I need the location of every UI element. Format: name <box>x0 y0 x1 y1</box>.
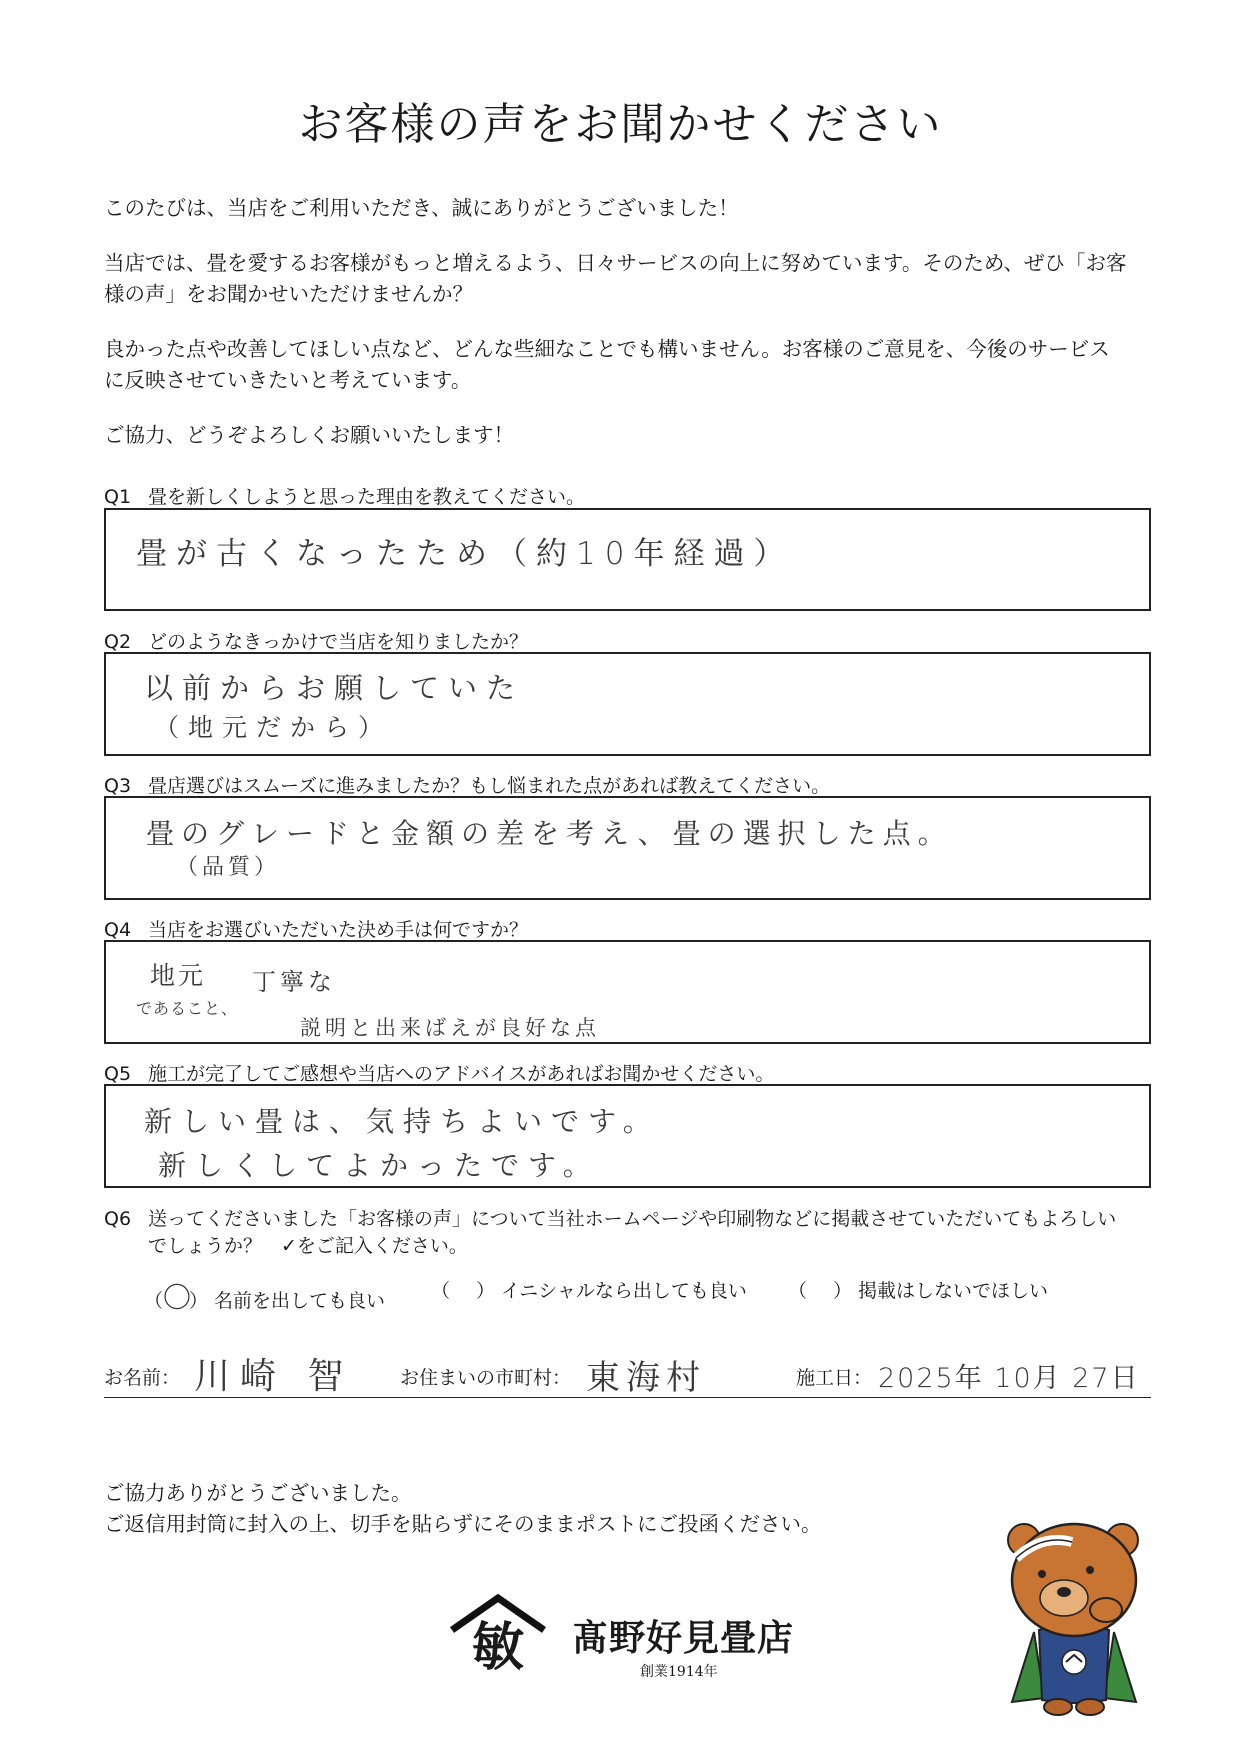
handwritten-answer-q4-detail: 説明と出来ばえが良好な点 <box>300 1016 600 1040</box>
answer-box-q5[interactable] <box>104 1084 1151 1188</box>
handwritten-answer-q4-local: 地元 <box>150 961 207 990</box>
question-1-label: Q1 畳を新しくしようと思った理由を教えてください。 <box>104 486 586 508</box>
closing-thanks: ご協力ありがとうございました。 <box>104 1481 412 1505</box>
handwritten-answer-q5-line2: 新しくしてよかったです。 <box>158 1149 600 1182</box>
question-2-label: Q2 どのようなきっかけで当店を知りましたか？ <box>104 631 529 653</box>
handwritten-answer-q2-line2: （地元だから） <box>154 713 393 742</box>
bear-mascot-icon <box>994 1512 1154 1722</box>
intro-paragraph-4: ご協力、どうぞよろしくお願いいたします！ <box>104 423 514 447</box>
question-6-label: Q6 送ってくださいました「お客様の声」について当社ホームページや印刷物などに掲載させていただいてもよろしい でしょうか？ ✓をご記入ください。 <box>104 1208 1117 1257</box>
answer-box-q3[interactable] <box>104 796 1151 900</box>
handwritten-answer-q5-line1: 新しい畳は、気持ちよいです。 <box>144 1105 660 1138</box>
answer-box-q4[interactable] <box>104 940 1151 1044</box>
question-5-label: Q5 施工が完了してご感想や当店へのアドバイスがあればお聞かせください。 <box>104 1063 775 1085</box>
answer-box-q2[interactable] <box>104 652 1151 756</box>
consent-option-name-ok[interactable]: （〇） 名前を出しても良い <box>144 1276 385 1316</box>
shop-name: 髙野好見畳店 <box>572 1617 795 1659</box>
install-date-label: 施工日： <box>796 1367 873 1389</box>
shop-logo-icon <box>448 1590 548 1685</box>
install-date-value[interactable]: 2025年 10月 27日 <box>878 1363 1140 1394</box>
handwritten-answer-q3-line1: 畳のグレードと金額の差を考え、畳の選択した点。 <box>146 817 953 850</box>
consent-option-initials-ok[interactable]: （ ） イニシャルなら出しても良い <box>431 1280 747 1302</box>
handwritten-answer-q3-annotation: （品質） <box>176 855 281 880</box>
answer-box-q1[interactable] <box>104 508 1151 611</box>
name-field-value[interactable]: 川崎 智 <box>194 1356 354 1397</box>
intro-paragraph-2: 当店では、畳を愛するお客様がもっと増えるよう、日々サービスの向上に努めています。そのため、ぜひ「お客 様の声」をお聞かせいただけませんか？ <box>104 251 1127 306</box>
handwritten-check-mark: 〇 <box>163 1281 192 1314</box>
intro-paragraph-3: 良かった点や改善してほしい点など、どんな些細なことでも構いません。お客様のご意見を、今後のサービス に反映させていきたいと考えています。 <box>104 337 1110 392</box>
city-field-value[interactable]: 東海村 <box>586 1358 706 1398</box>
question-4-label: Q4 当店をお選びいただいた決め手は何ですか？ <box>104 919 529 941</box>
page-title: お客様の声をお聞かせください <box>298 99 943 150</box>
question-3-label: Q3 畳店選びはスムーズに進みましたか？もし悩まれた点があれば教えてください。 <box>104 775 831 797</box>
signature-underline <box>104 1397 1151 1398</box>
city-label: お住まいの市町村： <box>400 1367 572 1389</box>
handwritten-answer-q1: 畳が古くなったため（約10年経過） <box>136 536 794 572</box>
handwritten-answer-q4-local-note: であること、 <box>136 999 239 1018</box>
name-label: お名前： <box>104 1367 181 1389</box>
closing-instructions: ご返信用封筒に封入の上、切手を貼らずにそのままポストにご投函ください。 <box>104 1512 822 1536</box>
consent-option-no-publish[interactable]: （ ） 掲載はしないでほしい <box>788 1280 1049 1302</box>
intro-paragraph-1: このたびは、当店をご利用いただき、誠にありがとうございました！ <box>104 196 739 220</box>
shop-established: 創業1914年 <box>640 1664 718 1680</box>
handwritten-answer-q4-polite: 丁寧な <box>252 968 336 996</box>
logo-character: 敏 <box>471 1617 524 1678</box>
handwritten-answer-q2-line1: 以前からお願していた <box>144 671 525 705</box>
